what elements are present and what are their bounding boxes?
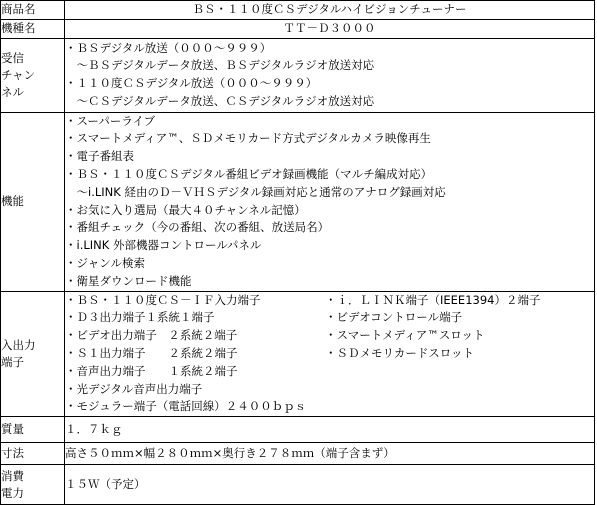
io-port-line: ・ビデオ出力端子 ２系統２端子: [65, 328, 238, 343]
label-channels-line-1: 受信: [1, 50, 24, 65]
value-channels: [65, 38, 595, 112]
label-product: 商品名: [1, 1, 65, 20]
function-line: ・スマートメディア™、ＳＤメモリカード方式デジタルカメラ映像再生: [65, 131, 431, 146]
label-model: 機種名: [1, 19, 65, 38]
io-port-line: ・ＳＤメモリカードスロット: [325, 345, 475, 360]
channel-line: ・１１０度ＣＳデジタル放送（０００～９９９）: [65, 76, 318, 91]
function-line: ・衛星ダウンロード機能: [65, 273, 192, 288]
row-dimensions: [1, 443, 595, 465]
io-port-line: ・Ｄ３出力端子１系統１端子: [65, 310, 215, 325]
label-io: [1, 291, 65, 417]
row-mass: [1, 417, 595, 443]
channel-line: ～ＣＳデジタルデータ放送、ＣＳデジタルラジオ放送対応: [65, 93, 375, 108]
label-power-line-2: 電力: [1, 485, 24, 500]
row-model: [1, 19, 595, 38]
io-port-line: ・光デジタル音声出力端子: [65, 381, 203, 396]
io-port-line: ・ビデオコントロール端子: [325, 310, 463, 325]
label-functions: 機能: [1, 112, 65, 291]
row-product: [1, 1, 595, 20]
function-line: ・i.LINK 外部機器コントロールパネル: [65, 238, 262, 253]
row-channels: [1, 38, 595, 112]
io-columns: [65, 292, 594, 417]
io-port-line: ・ｉ．ＬＩＮＫ端子（IEEE1394）２端子: [325, 292, 541, 307]
channel-line: ・ＢＳデジタル放送（０００～９９９）: [65, 40, 272, 55]
function-line: ・ＢＳ・１１０度ＣＳデジタル番組ビデオ録画機能（マルチ編成対応）: [65, 166, 433, 181]
io-port-line: ・ＢＳ・１１０度ＣＳ－ＩＦ入力端子: [65, 292, 261, 307]
function-line: ・電子番組表: [65, 149, 134, 164]
io-right-column: [325, 292, 570, 417]
value-product: ＢＳ・１１０度ＣＳデジタルハイビジョンチューナー: [65, 1, 595, 20]
function-line: ～i.LINK 経由のＤ－ＶＨＳデジタル録画対応と通常のアナログ録画対応: [65, 184, 446, 199]
label-power-line-1: 消費: [1, 468, 24, 483]
label-channels-line-3: ネル: [1, 84, 24, 99]
label-io-line-1: 入出力: [1, 337, 36, 352]
channel-line: ～ＢＳデジタルデータ放送、ＢＳデジタルラジオ放送対応: [65, 58, 375, 73]
label-io-line-2: 端子: [1, 354, 24, 369]
label-mass: 質量: [1, 417, 65, 443]
function-line: ・ジャンル検索: [65, 255, 145, 270]
function-line: ・番組チェック（今の番組、次の番組、放送局名）: [65, 220, 330, 235]
value-io: [65, 291, 595, 417]
function-line: ・お気に入り選局（最大４０チャンネル記憶）: [65, 202, 306, 217]
value-mass: １．７ｋｇ: [65, 417, 595, 443]
io-left-column: [65, 292, 325, 417]
label-channels-line-2: チャン: [1, 67, 36, 82]
value-power: １５Ｗ（予定）: [65, 465, 595, 505]
label-power: [1, 465, 65, 505]
io-port-line: ・Ｓ１出力端子 ２系統２端子: [65, 345, 238, 360]
io-port-line: ・スマートメディア™スロット: [325, 328, 485, 343]
label-channels: [1, 38, 65, 112]
io-port-line: ・音声出力端子 １系統２端子: [65, 363, 238, 378]
row-functions: [1, 112, 595, 291]
label-dimensions: 寸法: [1, 443, 65, 465]
row-power: [1, 465, 595, 505]
value-functions: [65, 112, 595, 291]
io-port-line: ・モジュラー端子（電話回線）２４００ｂｐｓ: [65, 399, 307, 414]
row-io: [1, 291, 595, 417]
value-dimensions: 高さ５０ｍｍ×幅２８０ｍｍ×奥行き２７８ｍｍ（端子含まず）: [65, 443, 595, 465]
function-line: ・スーパーライブ: [65, 113, 156, 128]
value-model: ＴＴ－Ｄ３０００: [65, 19, 595, 38]
